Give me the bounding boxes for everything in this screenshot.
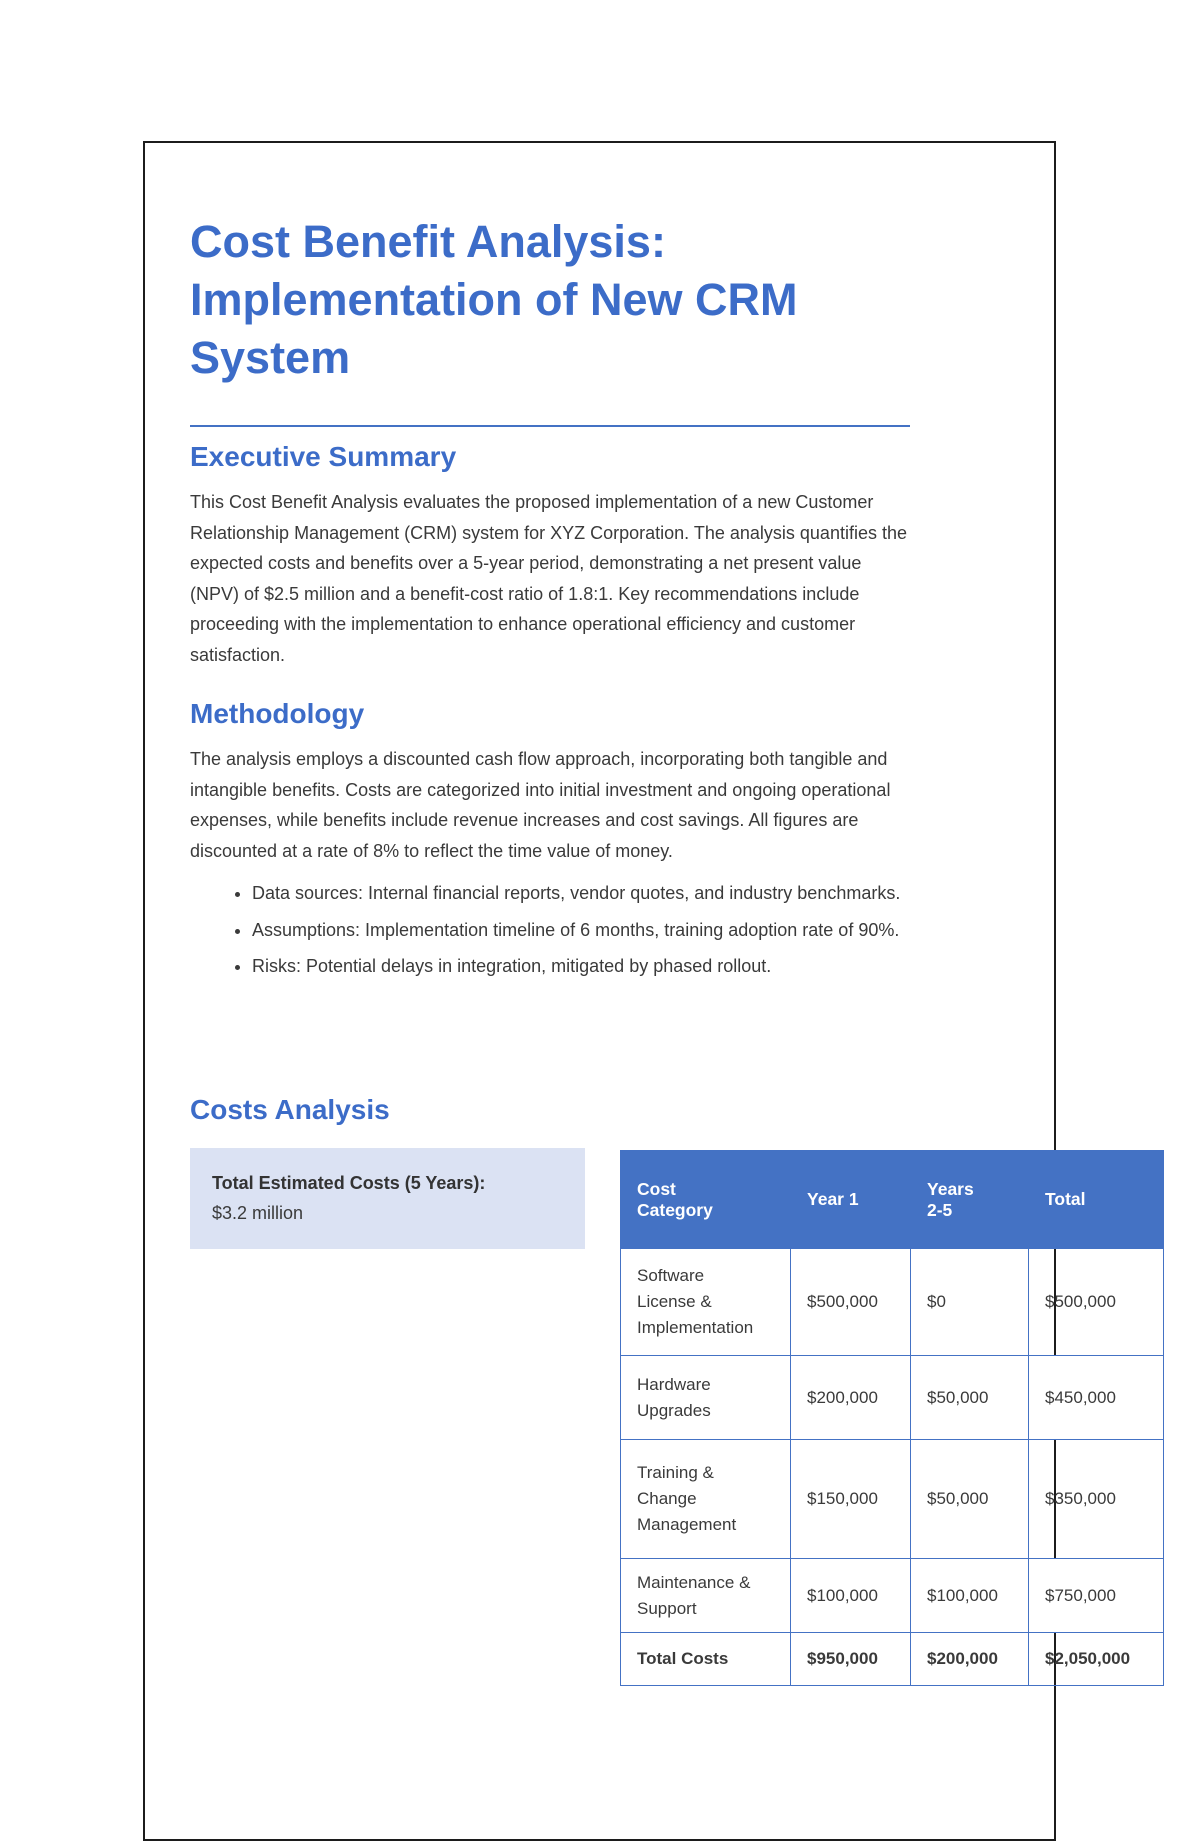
methodology-bullet-list bbox=[190, 878, 910, 982]
cell-total: $350,000 bbox=[1029, 1440, 1164, 1559]
cell-total: $2,050,000 bbox=[1029, 1633, 1164, 1686]
header-total: Total bbox=[1029, 1151, 1164, 1249]
cell-years2-5: $50,000 bbox=[911, 1356, 1029, 1440]
cell-years2-5: $100,000 bbox=[911, 1559, 1029, 1633]
costs-table-body bbox=[621, 1249, 1164, 1686]
cell-total: $450,000 bbox=[1029, 1356, 1164, 1440]
costs-table-header bbox=[621, 1151, 1164, 1249]
cell-total: $750,000 bbox=[1029, 1559, 1164, 1633]
document-title: Cost Benefit Analysis: Implementation of New CRM System bbox=[190, 213, 910, 427]
cell-total: $500,000 bbox=[1029, 1249, 1164, 1356]
costs-table bbox=[620, 1150, 1164, 1686]
table-row bbox=[621, 1440, 1164, 1559]
cell-category: Total Costs bbox=[621, 1633, 791, 1686]
cell-year1: $950,000 bbox=[791, 1633, 911, 1686]
total-costs-callout bbox=[190, 1148, 585, 1249]
cell-year1: $100,000 bbox=[791, 1559, 911, 1633]
cell-years2-5: $50,000 bbox=[911, 1440, 1029, 1559]
page-content bbox=[145, 143, 910, 1249]
heading-executive-summary: Executive Summary bbox=[190, 441, 457, 472]
cell-category: Software License & Implementation bbox=[621, 1249, 791, 1356]
header-cost-category: Cost Category bbox=[621, 1151, 791, 1249]
bullet-assumptions: • Assumptions: Implementation timeline of 6 months, training adoption rate of 90%. bbox=[252, 915, 910, 946]
heading-costs-analysis: Costs Analysis bbox=[190, 1093, 390, 1125]
table-row bbox=[621, 1249, 1164, 1356]
cell-category: Hardware Upgrades bbox=[621, 1356, 791, 1440]
table-row bbox=[621, 1356, 1164, 1440]
cell-category: Maintenance & Support bbox=[621, 1559, 791, 1633]
cell-year1: $500,000 bbox=[791, 1249, 911, 1356]
table-row bbox=[621, 1559, 1164, 1633]
table-total-row bbox=[621, 1633, 1164, 1686]
callout-label: Total Estimated Costs (5 Years): bbox=[212, 1172, 486, 1193]
bullet-data-sources: • Data sources: Internal financial reports, vendor quotes, and industry benchmarks. bbox=[252, 878, 910, 909]
callout-value: $3.2 million bbox=[212, 1203, 304, 1223]
cell-years2-5: $200,000 bbox=[911, 1633, 1029, 1686]
cell-years2-5: $0 bbox=[911, 1249, 1029, 1356]
table-header-row bbox=[621, 1151, 1164, 1249]
executive-summary-paragraph: This Cost Benefit Analysis evaluates the proposed implementation of a new Customer Relationship Management (CRM) system for XYZ Corporation. The analysis quantifies the expected costs and benefits over a 5-year period, demonstrating a net present value (NPV) of $2.5 million and a benefit-cost ratio of 1.8:1. Key recommendations include proceeding with the implementation to enhance operational efficiency and customer satisfaction. bbox=[190, 492, 907, 665]
header-years-2-5: Years 2-5 bbox=[911, 1151, 1029, 1249]
header-year-1: Year 1 bbox=[791, 1151, 911, 1249]
methodology-paragraph: The analysis employs a discounted cash flow approach, incorporating both tangible and intangible benefits. Costs are categorized into initial investment and ongoing operational expenses, while benefits include revenue increases and cost savings. All figures are discounted at a rate of 8% to reflect the time value of money. bbox=[190, 749, 891, 861]
cell-year1: $200,000 bbox=[791, 1356, 911, 1440]
bullet-risks: • Risks: Potential delays in integration, mitigated by phased rollout. bbox=[252, 951, 910, 982]
cell-category: Training & Change Management bbox=[621, 1440, 791, 1559]
heading-methodology: Methodology bbox=[190, 698, 365, 729]
cell-year1: $150,000 bbox=[791, 1440, 911, 1559]
